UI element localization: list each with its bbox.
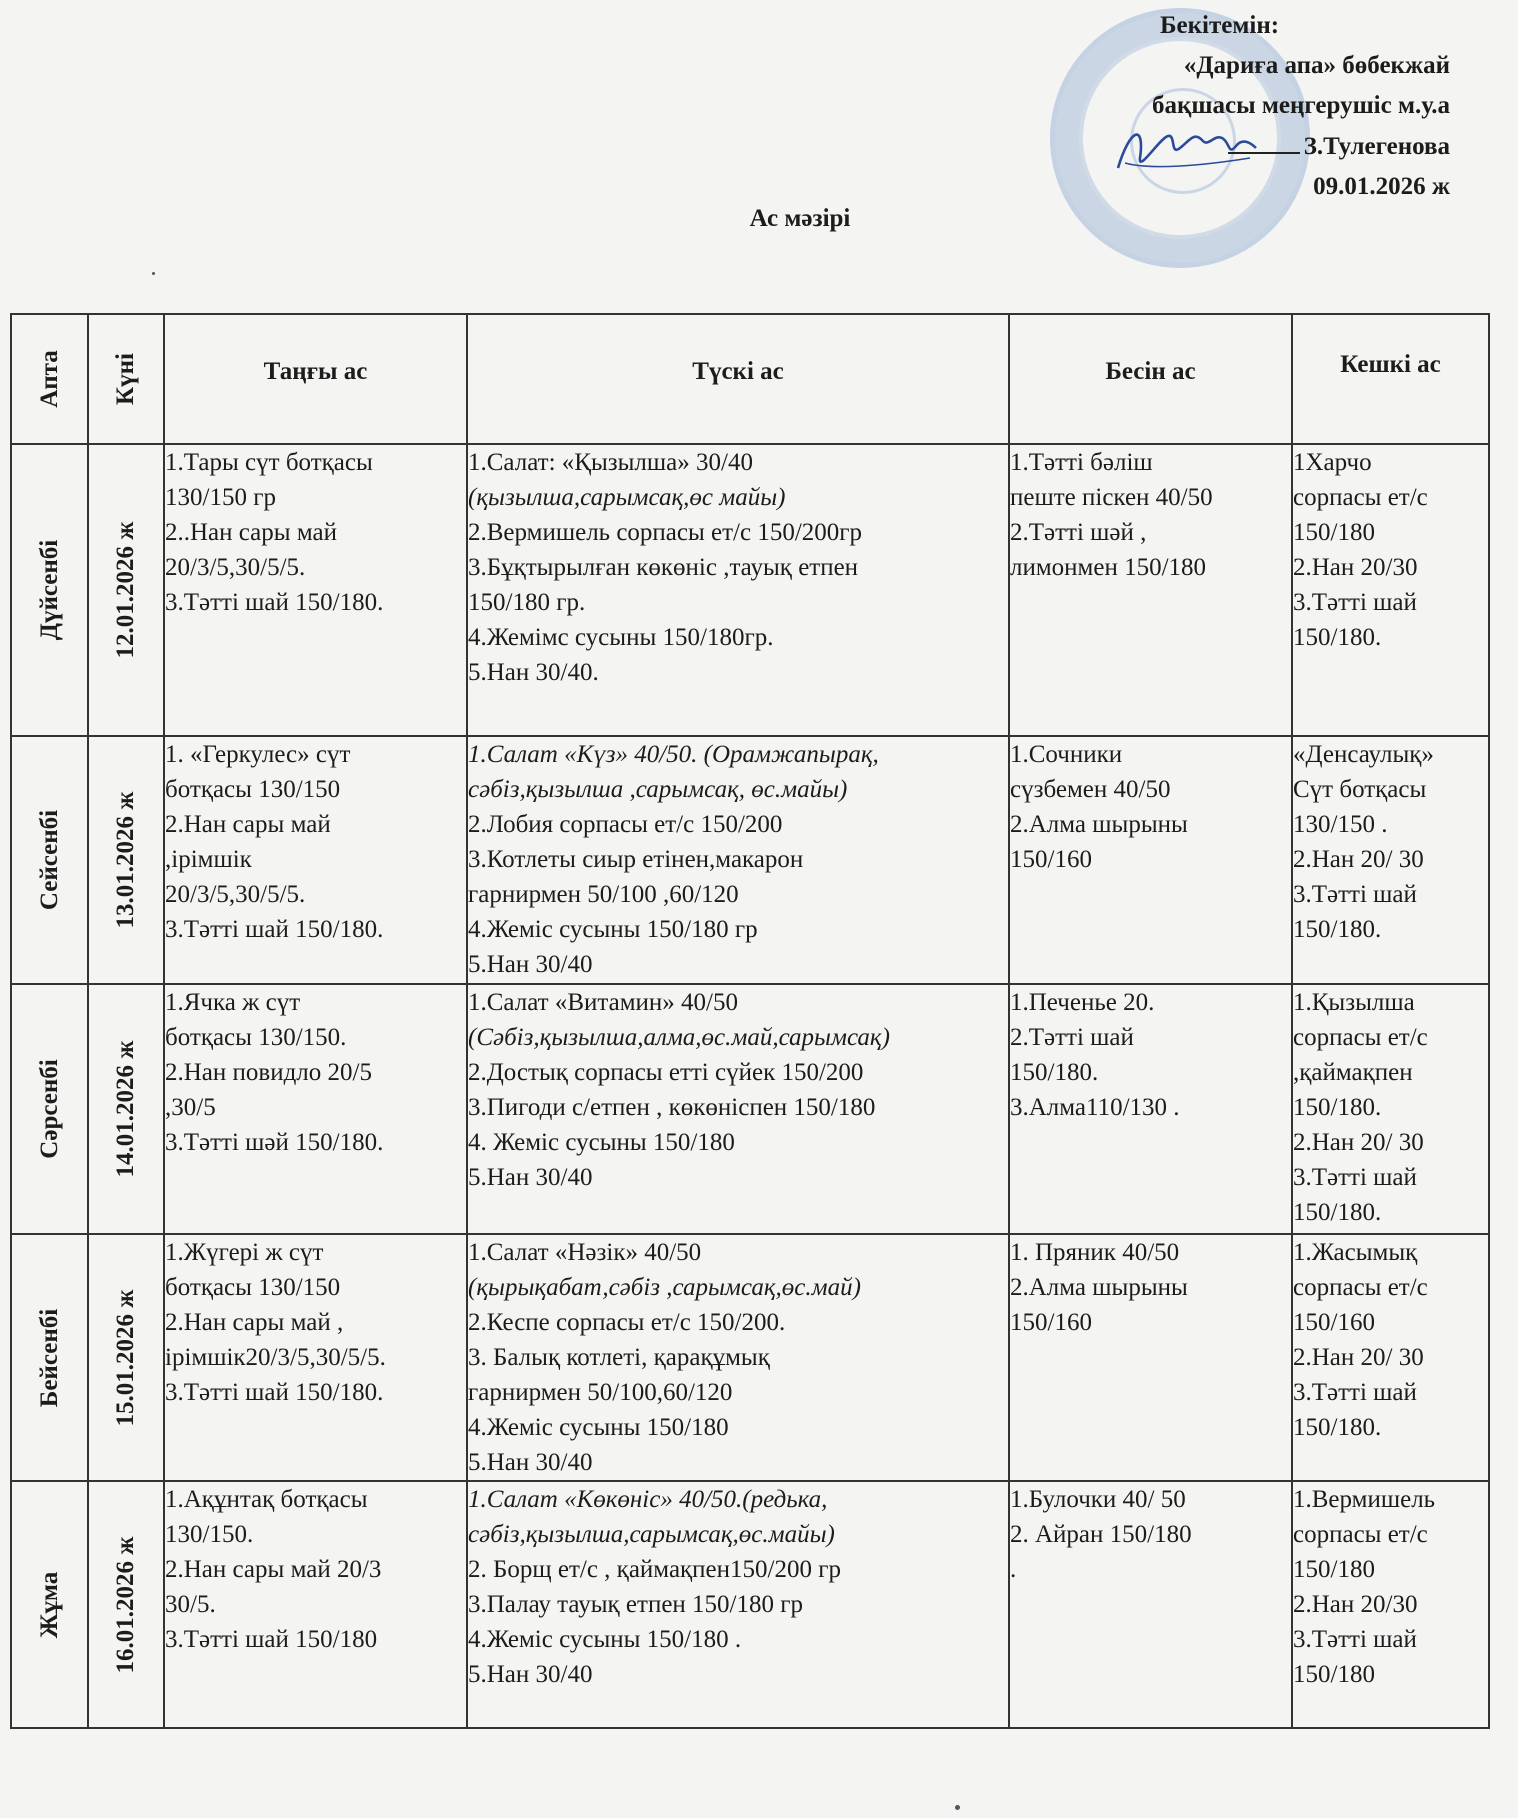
dinner-cell xyxy=(1292,444,1489,736)
snack-item-line: 150/160 xyxy=(1010,846,1092,873)
dinner-item-line: сорпасы ет/с xyxy=(1293,1024,1428,1051)
lunch-item-line: (Сәбіз,қызылша,алма,өс.май,сарымсақ) xyxy=(468,1024,890,1051)
snack-item-line: 2.Алма шырыны xyxy=(1010,811,1188,838)
page-title: Ас мәзірі xyxy=(749,205,851,232)
dinner-item-line: 3.Тәтті шай xyxy=(1293,881,1417,908)
dinner-item-line: сорпасы ет/с xyxy=(1293,1521,1428,1548)
dinner-item-line: 150/180 xyxy=(1293,519,1375,546)
snack-item-line: 150/180. xyxy=(1010,1059,1099,1086)
menu-row xyxy=(11,1481,1489,1728)
lunch-item-line: 1.Салат «Нәзік» 40/50 xyxy=(468,1239,702,1266)
approval-org: «Дариға апа» бөбекжай xyxy=(1183,52,1450,79)
dinner-item-line: 2.Нан 20/30 xyxy=(1293,554,1418,581)
breakfast-item-line: 30/5. xyxy=(165,1591,216,1618)
breakfast-item-line: 20/3/5,30/5/5. xyxy=(165,554,306,581)
snack-item-line: лимонмен 150/180 xyxy=(1010,554,1207,581)
breakfast-item-line: 1.Жүгері ж сүт xyxy=(165,1239,324,1266)
dinner-item-line: «Денсаулық» xyxy=(1293,741,1434,768)
approval-name: З.Тулегенова xyxy=(1303,133,1450,160)
lunch-cell xyxy=(467,984,1009,1234)
dinner-item-line: ,қаймақпен xyxy=(1293,1059,1413,1086)
lunch-item-line: 4.Жеміс сусыны 150/180 гр xyxy=(468,916,758,943)
lunch-item-line: 5.Нан 30/40 xyxy=(468,1164,593,1191)
snack-item-line: 2.Алма шырыны xyxy=(1010,1274,1188,1301)
dinner-item-line: 150/180 xyxy=(1293,1661,1375,1688)
lunch-item-line: 1.Салат «Көкөніс» 40/50.(редька, xyxy=(468,1486,828,1513)
breakfast-item-line: ботқасы 130/150 xyxy=(165,1274,341,1301)
dinner-item-line: 1.Жасымық xyxy=(1293,1239,1418,1266)
snack-item-line: . xyxy=(1010,1556,1017,1583)
breakfast-item-line: 3.Тәтті шай 150/180. xyxy=(165,916,384,943)
breakfast-cell xyxy=(164,736,467,984)
dinner-item-line: 130/150 . xyxy=(1293,811,1388,838)
snack-item-line: сүзбемен 40/50 xyxy=(1010,776,1171,803)
menu-row xyxy=(11,444,1489,736)
lunch-item-line: 1.Салат: «Қызылша» 30/40 xyxy=(468,449,753,476)
weekday-cell: Сейсенбі xyxy=(11,736,88,984)
lunch-item-line: 1.Салат «Күз» 40/50. (Орамжапырақ, xyxy=(468,741,879,768)
menu-table xyxy=(10,313,1490,1729)
lunch-item-line: 4.Жемімс сусыны 150/180гр. xyxy=(468,624,774,651)
dinner-item-line: 150/180. xyxy=(1293,916,1382,943)
breakfast-item-line: ірімшік20/3/5,30/5/5. xyxy=(165,1344,386,1371)
breakfast-item-line: 3.Тәтті шай 150/180. xyxy=(165,589,384,616)
approval-position: бақшасы меңгерушіс м.у.а xyxy=(1151,92,1450,119)
scan-speck xyxy=(152,272,155,275)
breakfast-item-line: 1.Ақұнтақ ботқасы xyxy=(165,1486,368,1513)
lunch-item-line: 2.Вермишель сорпасы ет/с 150/200гр xyxy=(468,519,863,546)
lunch-item-line: 2.Кеспе сорпасы ет/с 150/200. xyxy=(468,1309,786,1336)
date-cell: 15.01.2026 ж xyxy=(88,1234,164,1481)
breakfast-item-line: 1. «Геркулес» сүт xyxy=(165,741,351,768)
lunch-item-line: 4.Жеміс сусыны 150/180 . xyxy=(468,1626,742,1653)
approval-block xyxy=(1050,6,1450,207)
dinner-item-line: сорпасы ет/с xyxy=(1293,1274,1428,1301)
dinner-item-line: 1.Вермишель xyxy=(1293,1486,1436,1513)
breakfast-item-line: 20/3/5,30/5/5. xyxy=(165,881,306,908)
breakfast-item-line: 2.Нан сары май xyxy=(165,811,331,838)
dinner-item-line: 150/180. xyxy=(1293,1199,1382,1226)
breakfast-item-line: ботқасы 130/150. xyxy=(165,1024,347,1051)
lunch-item-line: 5.Нан 30/40. xyxy=(468,659,599,686)
dinner-cell xyxy=(1292,736,1489,984)
breakfast-item-line: 130/150. xyxy=(165,1521,254,1548)
weekday-cell: Дүйсенбі xyxy=(11,444,88,736)
snack-item-line: 2. Айран 150/180 xyxy=(1010,1521,1192,1548)
dinner-item-line: 2.Нан 20/ 30 xyxy=(1293,846,1424,873)
dinner-item-line: 150/180. xyxy=(1293,1414,1382,1441)
lunch-item-line: 3.Котлеты сиыр етінен,макарон xyxy=(468,846,804,873)
header-breakfast: Таңғы ас xyxy=(164,314,467,444)
lunch-item-line: 4. Жеміс сусыны 150/180 xyxy=(468,1129,735,1156)
dinner-cell xyxy=(1292,984,1489,1234)
snack-item-line: 1.Печенье 20. xyxy=(1010,989,1155,1016)
lunch-item-line: 3.Бұқтырылған көкөніс ,тауық етпен xyxy=(468,554,859,581)
breakfast-item-line: 2.Нан сары май , xyxy=(165,1309,344,1336)
lunch-item-line: 2.Лобия сорпасы ет/с 150/200 xyxy=(468,811,783,838)
lunch-item-line: (қырықабат,сәбіз ,сарымсақ,өс.май) xyxy=(468,1274,861,1301)
snack-item-line: 3.Алма110/130 . xyxy=(1010,1094,1180,1121)
breakfast-item-line: 3.Тәтті шай 150/180. xyxy=(165,1379,384,1406)
snack-cell xyxy=(1009,984,1292,1234)
date-cell: 16.01.2026 ж xyxy=(88,1481,164,1728)
breakfast-item-line: 3.Тәтті шай 150/180 xyxy=(165,1626,378,1653)
snack-item-line: 1.Булочки 40/ 50 xyxy=(1010,1486,1186,1513)
lunch-item-line: 3.Пигоди с/етпен , көкөніспен 150/180 xyxy=(468,1094,876,1121)
menu-row xyxy=(11,736,1489,984)
lunch-cell xyxy=(467,444,1009,736)
dinner-item-line: 2.Нан 20/30 xyxy=(1293,1591,1418,1618)
lunch-item-line: 2. Борщ ет/с , қаймақпен150/200 гр xyxy=(468,1556,841,1583)
lunch-item-line: 150/180 гр. xyxy=(468,589,586,616)
snack-item-line: 1.Тәтті бәліш xyxy=(1010,449,1153,476)
snack-item-line: 2.Тәтті шәй , xyxy=(1010,519,1147,546)
dinner-item-line: сорпасы ет/с xyxy=(1293,484,1428,511)
lunch-item-line: 3. Балық котлеті, қарақұмық xyxy=(468,1344,770,1371)
header-day: Күні xyxy=(88,314,164,444)
dinner-item-line: 3.Тәтті шай xyxy=(1293,589,1417,616)
scan-speck xyxy=(955,1805,960,1810)
weekday-cell: Сәрсенбі xyxy=(11,984,88,1234)
snack-item-line: 150/160 xyxy=(1010,1309,1092,1336)
menu-row xyxy=(11,984,1489,1234)
lunch-item-line: 3.Палау тауық етпен 150/180 гр xyxy=(468,1591,803,1618)
breakfast-item-line: 3.Тәтті шәй 150/180. xyxy=(165,1129,384,1156)
dinner-item-line: 150/180 xyxy=(1293,1556,1375,1583)
breakfast-item-line: 130/150 гр xyxy=(165,484,276,511)
breakfast-item-line: ,ірімшік xyxy=(165,846,252,873)
dinner-item-line: 3.Тәтті шай xyxy=(1293,1379,1417,1406)
approval-label: Бекітемін: xyxy=(1160,12,1280,39)
weekday-cell: Бейсенбі xyxy=(11,1234,88,1481)
lunch-item-line: 4.Жеміс сусыны 150/180 xyxy=(468,1414,729,1441)
lunch-item-line: 5.Нан 30/40 xyxy=(468,1661,593,1688)
lunch-cell xyxy=(467,1481,1009,1728)
lunch-item-line: сәбіз,қызылша ,сарымсақ, өс.майы) xyxy=(468,776,848,803)
dinner-item-line: 2.Нан 20/ 30 xyxy=(1293,1344,1424,1371)
breakfast-item-line: 1.Тары сүт ботқасы xyxy=(165,449,373,476)
date-cell: 14.01.2026 ж xyxy=(88,984,164,1234)
dinner-item-line: 1.Қызылша xyxy=(1293,989,1415,1016)
menu-row xyxy=(11,1234,1489,1481)
lunch-cell xyxy=(467,1234,1009,1481)
lunch-item-line: 2.Достық сорпасы етті сүйек 150/200 xyxy=(468,1059,864,1086)
dinner-cell xyxy=(1292,1234,1489,1481)
dinner-item-line: Сүт ботқасы xyxy=(1293,776,1427,803)
breakfast-cell xyxy=(164,444,467,736)
breakfast-item-line: ботқасы 130/150 xyxy=(165,776,341,803)
date-cell: 12.01.2026 ж xyxy=(88,444,164,736)
breakfast-item-line: 2.Нан сары май 20/3 xyxy=(165,1556,382,1583)
header-snack: Бесін ас xyxy=(1009,314,1292,444)
dinner-item-line: 150/180. xyxy=(1293,1094,1382,1121)
snack-cell xyxy=(1009,736,1292,984)
snack-item-line: пеште піскен 40/50 xyxy=(1010,484,1213,511)
lunch-item-line: 5.Нан 30/40 xyxy=(468,1449,593,1476)
dinner-item-line: 3.Тәтті шай xyxy=(1293,1164,1417,1191)
lunch-item-line: сәбіз,қызылша,сарымсақ,өс.майы) xyxy=(468,1521,835,1548)
header-dinner: Кешкі ас xyxy=(1292,314,1489,444)
dinner-item-line: 2.Нан 20/ 30 xyxy=(1293,1129,1424,1156)
snack-item-line: 1. Пряник 40/50 xyxy=(1010,1239,1180,1266)
snack-cell xyxy=(1009,444,1292,736)
dinner-cell xyxy=(1292,1481,1489,1728)
breakfast-item-line: ,30/5 xyxy=(165,1094,216,1121)
lunch-cell xyxy=(467,736,1009,984)
dinner-item-line: 150/160 xyxy=(1293,1309,1375,1336)
breakfast-item-line: 2.Нан повидло 20/5 xyxy=(165,1059,372,1086)
breakfast-cell xyxy=(164,1234,467,1481)
lunch-item-line: гарнирмен 50/100,60/120 xyxy=(468,1379,733,1406)
lunch-item-line: 5.Нан 30/40 xyxy=(468,951,593,978)
header-lunch: Түскі ас xyxy=(467,314,1009,444)
dinner-item-line: 150/180. xyxy=(1293,624,1382,651)
snack-cell xyxy=(1009,1481,1292,1728)
header-week: Апта xyxy=(11,314,88,444)
dinner-item-line: 3.Тәтті шай xyxy=(1293,1626,1417,1653)
breakfast-cell xyxy=(164,1481,467,1728)
lunch-item-line: 1.Салат «Витамин» 40/50 xyxy=(468,989,738,1016)
breakfast-item-line: 2..Нан сары май xyxy=(165,519,337,546)
lunch-item-line: (қызылша,сарымсақ,өс майы) xyxy=(468,484,786,511)
approval-date: 09.01.2026 ж xyxy=(1313,173,1450,200)
snack-item-line: 2.Тәтті шай xyxy=(1010,1024,1134,1051)
snack-item-line: 1.Сочники xyxy=(1010,741,1123,768)
breakfast-item-line: 1.Ячка ж сүт xyxy=(165,989,301,1016)
header-row xyxy=(11,314,1489,444)
lunch-item-line: гарнирмен 50/100 ,60/120 xyxy=(468,881,739,908)
dinner-item-line: 1Харчо xyxy=(1293,449,1372,476)
weekday-cell: Жұма xyxy=(11,1481,88,1728)
snack-cell xyxy=(1009,1234,1292,1481)
date-cell: 13.01.2026 ж xyxy=(88,736,164,984)
breakfast-cell xyxy=(164,984,467,1234)
